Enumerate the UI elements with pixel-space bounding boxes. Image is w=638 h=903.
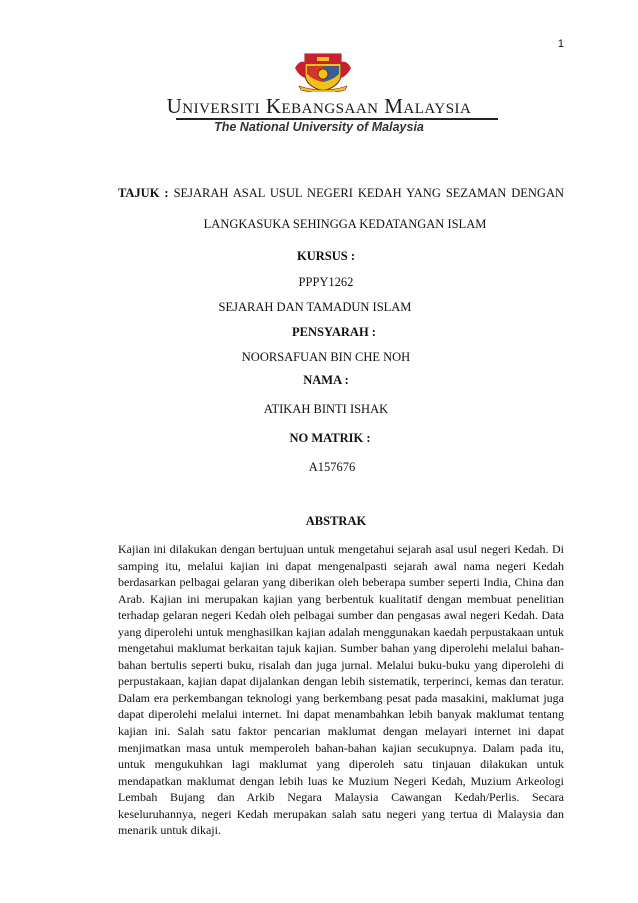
university-name: Universiti Kebangsaan Malaysia (166, 94, 472, 118)
tajuk-text-1: SEJARAH ASAL USUL NEGERI KEDAH YANG SEZAMAN DENGAN (173, 186, 564, 200)
ukm-crest-icon (293, 52, 353, 92)
tajuk-label: TAJUK : (118, 186, 169, 200)
university-tagline: The National University of Malaysia (214, 120, 424, 134)
nama-label: NAMA : (303, 373, 349, 387)
pensyarah-label: PENSYARAH : (292, 325, 376, 339)
abstract-body: Kajian ini dilakukan dengan bertujuan untuk mengetahui sejarah asal usul negeri Kedah. Di samping itu, melalui kajian ini dapat mengenalpasti sejarah awal nama negeri Kedah berdasarkan pelbagai gelaran yang diberikan oleh beberapa sumber seperti India, China dan Arab. Kajian ini merupakan kajian yang berbentuk kualitatif dengan membuat penelitian terhadap gelaran negeri Kedah oleh pelbagai sumber dan pengasas awal negeri Kedah. Data yang diperolehi untuk menghasilkan kajian adalah menggunakan kaedah perpustakaan untuk mengetahui maklumat berkaitan tajuk kajian. Sumber bahan yang diperolehi melalui bahan-bahan bertulis seperti buku, risalah dan juga jurnal. Melalui buku-buku yang diperolehi di perpustakaan, kajian dapat dijalankan dengan lebih sistematik, terperinci, kemas dan teratur. Dalam era perkembangan teknologi yang berkembang pesat pada masakini, maklumat juga dapat diperolehi melalui internet. Ini dapat menambahkan lebih banyak maklumat tentang kajian ini. Salah satu faktor pencarian maklumat dengan melayari internet ini dapat menjimatkan masa untuk memperoleh bahan-bahan kajian secukupnya. Dalam pada itu, untuk mengukuhkan lagi maklumat yang diperoleh satu tinjauan dilakukan untuk mendapatkan maklumat dengan lebih luas ke Muzium Negeri Kedah, Muzium Arkeologi Lembah Bujang dan Arkib Negara Malaysia Cawangan Kedah/Perlis. Secara keseluruhannya, negeri Kedah merupakan salah satu negeri yang tertua di Malaysia dan menarik untuk dikaji. (118, 542, 564, 838)
page-number: 1 (557, 38, 564, 50)
title-block (118, 186, 564, 232)
pensyarah-name: NOORSAFUAN BIN CHE NOH (241, 350, 411, 364)
kursus-label: KURSUS : (297, 249, 355, 263)
matrik-value: A157676 (308, 460, 356, 474)
title-line-1 (118, 186, 564, 201)
kursus-code: PPPY1262 (298, 275, 354, 289)
matrik-label: NO MATRIK : (289, 431, 371, 445)
nama-value: ATIKAH BINTI ISHAK (263, 402, 389, 416)
university-logo (0, 52, 638, 140)
abstract-heading: ABSTRAK (305, 514, 367, 528)
kursus-name: SEJARAH DAN TAMADUN ISLAM (218, 300, 412, 314)
tajuk-text-2: LANGKASUKA SEHINGGA KEDATANGAN ISLAM (203, 217, 487, 231)
